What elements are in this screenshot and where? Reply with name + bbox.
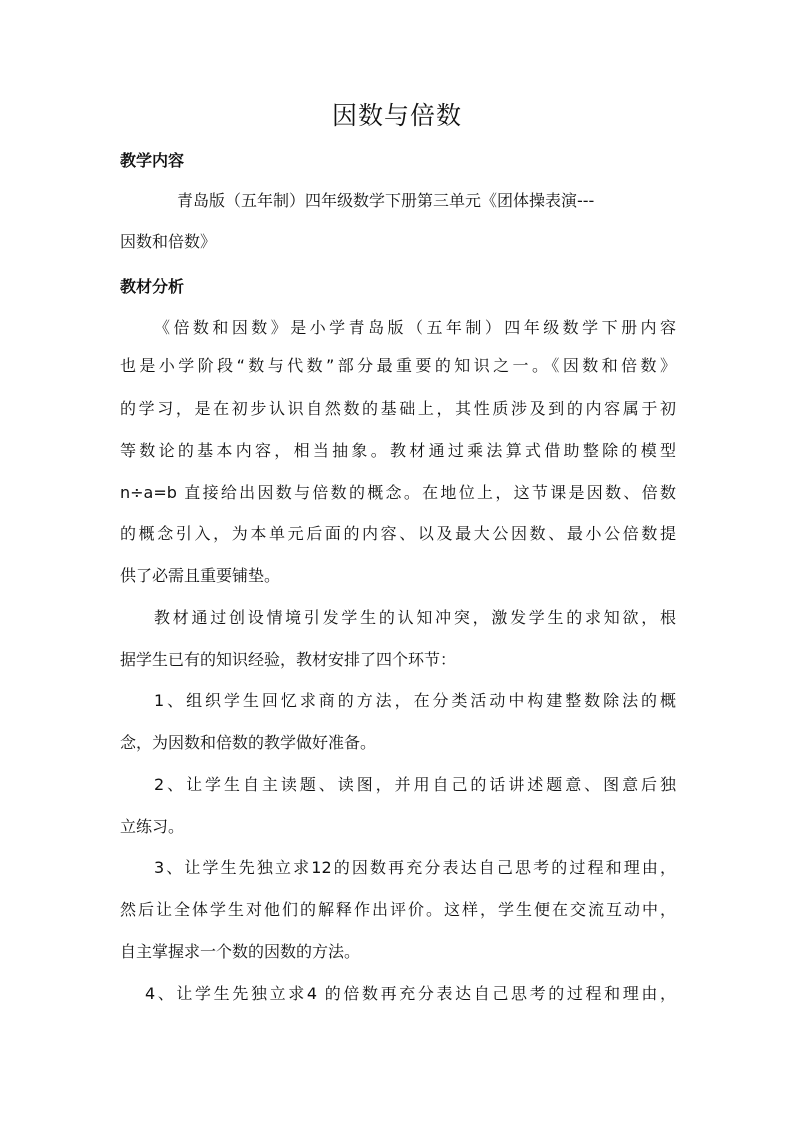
list-item-1: 1、组织学生回忆求商的方法，在分类活动中构建整数除法的概	[154, 691, 676, 710]
paragraph-line: 然后让全体学生对他们的解释作出评价。这样，学生便在交流互动中，	[120, 900, 676, 919]
section-heading-teaching-content: 教学内容	[120, 151, 185, 170]
list-item-2: 2、让学生自主读题、读图，并用自己的话讲述题意、图意后独	[154, 775, 676, 794]
paragraph-line: 自主掌握求一个数的因数的方法。	[120, 942, 361, 961]
document-title: 因数与倍数	[331, 101, 462, 130]
list-item-3: 3、让学生先独立求12的因数再充分表达自己思考的过程和理由，	[154, 858, 676, 877]
paragraph-line: 的学习，是在初步认识自然数的基础上，其性质涉及到的内容属于初	[120, 399, 676, 418]
list-item-4: 4、让学生先独立求4 的倍数再充分表达自己思考的过程和理由，	[145, 984, 676, 1003]
paragraph-line: 教材通过创设情境引发学生的认知冲突，激发学生的求知欲，根	[154, 608, 676, 627]
paragraph-line: 立练习。	[120, 817, 185, 836]
section-heading-material-analysis: 教材分析	[120, 277, 185, 296]
paragraph-line: 青岛版（五年制）四年级数学下册第三单元《团体操表演---	[177, 191, 595, 210]
paragraph-line: 念，为因数和倍数的教学做好准备。	[120, 733, 377, 752]
paragraph-line: 因数和倍数》	[120, 232, 217, 251]
paragraph-line: 据学生已有的知识经验，教材安排了四个环节：	[120, 650, 457, 669]
paragraph-line: n÷a=b 直接给出因数与倍数的概念。在地位上，这节课是因数、倍数	[120, 483, 676, 502]
paragraph-line: 也是小学阶段“数与代数”部分最重要的知识之一。《因数和倍数》	[120, 356, 676, 375]
paragraph-line: 等数论的基本内容，相当抽象。教材通过乘法算式借助整除的模型	[120, 441, 676, 460]
paragraph-line: 供了必需且重要铺垫。	[120, 566, 281, 585]
paragraph-line: 的概念引入，为本单元后面的内容、以及最大公因数、最小公倍数提	[120, 524, 676, 543]
paragraph-line: 《倍数和因数》是小学青岛版（五年制）四年级数学下册内容	[154, 318, 676, 337]
